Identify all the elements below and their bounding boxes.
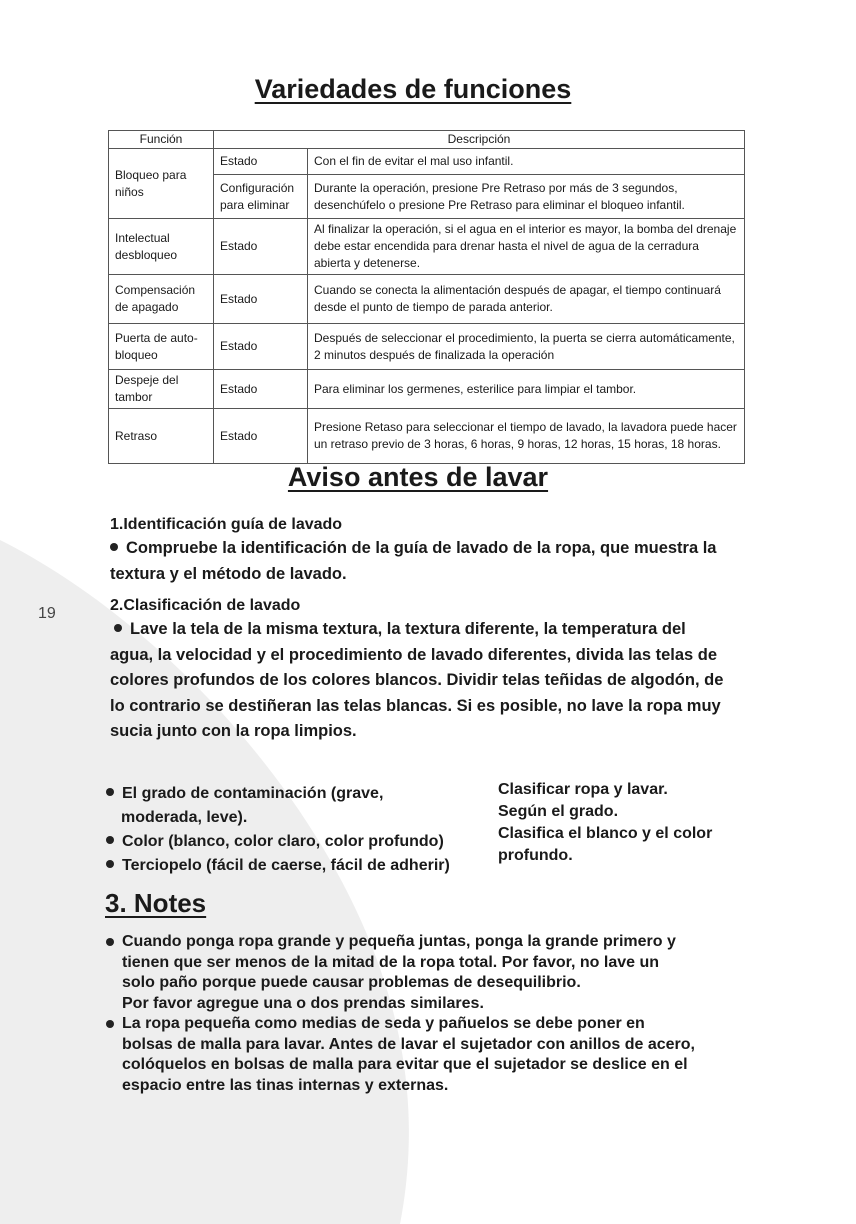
function-description: Con el fin de evitar el mal uso infantil. (308, 149, 745, 175)
notes-title: 3. Notes (105, 888, 207, 918)
bullet-icon (106, 1020, 114, 1028)
table-header-function: Función (109, 131, 214, 149)
function-description: Después de seleccionar el procedimiento, la puerta se cierra automáticamente, 2 minutos después de finalizada la operación (308, 324, 745, 370)
function-description: Durante la operación, presione Pre Retraso por más de 3 segundos, desenchúfelo o presione Pre Retraso para eliminar el bloqueo infantil. (308, 175, 745, 219)
result-line: profundo. (498, 847, 573, 864)
note-line: espacio entre las tinas internas y externas. (122, 1076, 449, 1094)
function-description: Cuando se conecta la alimentación después de apagar, el tiempo continuará desde el punto de tiempo de parada anterior. (308, 275, 745, 324)
section-paragraph (110, 536, 740, 587)
paragraph-text: Lave la tela de la misma textura, la textura diferente, la temperatura del agua, la velocidad y el procedimiento de lavado diferentes, divida las telas de colores profundos de los colores blancos. Dividir telas teñidas de algodón, de lo contrario se destiñeran las telas blancas. Si es posible, no lave la ropa muy sucia junto con la ropa limpios. (110, 620, 724, 740)
bullet-icon (106, 860, 114, 868)
section-wash-guide (110, 516, 740, 587)
table-row (109, 409, 745, 464)
functions-table (108, 130, 745, 464)
page-number: 19 (38, 605, 56, 622)
section-classification (110, 597, 725, 745)
note-line: tienen que ser menos de la mitad de la ropa total. Por favor, no lave un (122, 953, 660, 971)
note-line: Por favor agregue una o dos prendas similares. (122, 994, 484, 1012)
table-header-description: Descripción (214, 131, 745, 149)
list-item-continued: moderada, leve). (121, 809, 248, 826)
classify-list (106, 782, 486, 878)
function-name: Puerta de auto-bloqueo (109, 324, 214, 370)
section-heading: 2.Clasificación de lavado (110, 597, 301, 614)
function-mode: Estado (214, 219, 308, 275)
bullet-icon (110, 543, 118, 551)
function-mode: Estado (214, 149, 308, 175)
list-item: Color (blanco, color claro, color profundo) (106, 830, 486, 854)
table-header-row (109, 131, 745, 149)
function-mode: Estado (214, 409, 308, 464)
notice-title: Aviso antes de lavar (287, 462, 549, 492)
function-mode: Configuración para eliminar (214, 175, 308, 219)
section-heading: 1.Identificación guía de lavado (110, 516, 343, 533)
table-row (109, 149, 745, 175)
function-description: Para eliminar los germenes, esterilice para limpiar el tambor. (308, 370, 745, 409)
table-row (109, 275, 745, 324)
section-paragraph (110, 617, 725, 745)
note-line: Cuando ponga ropa grande y pequeña juntas, ponga la grande primero y (122, 933, 676, 950)
function-description: Al finalizar la operación, si el agua en el interior es mayor, la bomba del drenaje debe estar encendida para drenar hasta el nivel de agua de la cerradura abierta y detenerse. (308, 219, 745, 275)
note-line: solo paño porque puede causar problemas de desequilibrio. (122, 974, 581, 991)
function-name: Compensación de apagado (109, 275, 214, 324)
notes-list (106, 932, 746, 1096)
function-mode: Estado (214, 370, 308, 409)
note-line: La ropa pequeña como medias de seda y pañuelos se debe poner en (122, 1015, 645, 1032)
list-item (106, 932, 746, 1014)
note-line: colóquelos en bolsas de malla para evitar que el sujetador se deslice en el (122, 1056, 688, 1073)
classify-result (498, 779, 758, 867)
bullet-icon (106, 836, 114, 844)
function-name: Bloqueo para niños (109, 149, 214, 219)
table-row (109, 324, 745, 370)
function-mode: Estado (214, 275, 308, 324)
note-line: bolsas de malla para lavar. Antes de lavar el sujetador con anillos de acero, (122, 1035, 695, 1053)
page-title: Variedades de funciones (254, 74, 572, 104)
paragraph-text: Compruebe la identificación de la guía de lavado de la ropa, que muestra la textura y el método de lavado. (110, 539, 717, 583)
table-row (109, 219, 745, 275)
bullet-icon (106, 938, 114, 946)
result-line: Clasificar ropa y lavar. (498, 781, 668, 798)
function-name: Retraso (109, 409, 214, 464)
result-line: Clasifica el blanco y el color (498, 825, 713, 842)
function-mode: Estado (214, 324, 308, 370)
function-name: Despeje del tambor (109, 370, 214, 409)
table-row (109, 370, 745, 409)
list-item: El grado de contaminación (grave, (106, 782, 486, 806)
result-line: Según el grado. (498, 803, 619, 820)
list-item: Terciopelo (fácil de caerse, fácil de adherir) (106, 854, 486, 878)
list-item (106, 1014, 746, 1096)
function-description: Presione Retaso para seleccionar el tiempo de lavado, la lavadora puede hacer un retraso previo de 3 horas, 6 horas, 9 horas, 12 horas, 15 horas, 18 horas. (308, 409, 745, 464)
function-name: Intelectual desbloqueo (109, 219, 214, 275)
bullet-icon (106, 788, 114, 796)
bullet-icon (114, 624, 122, 632)
